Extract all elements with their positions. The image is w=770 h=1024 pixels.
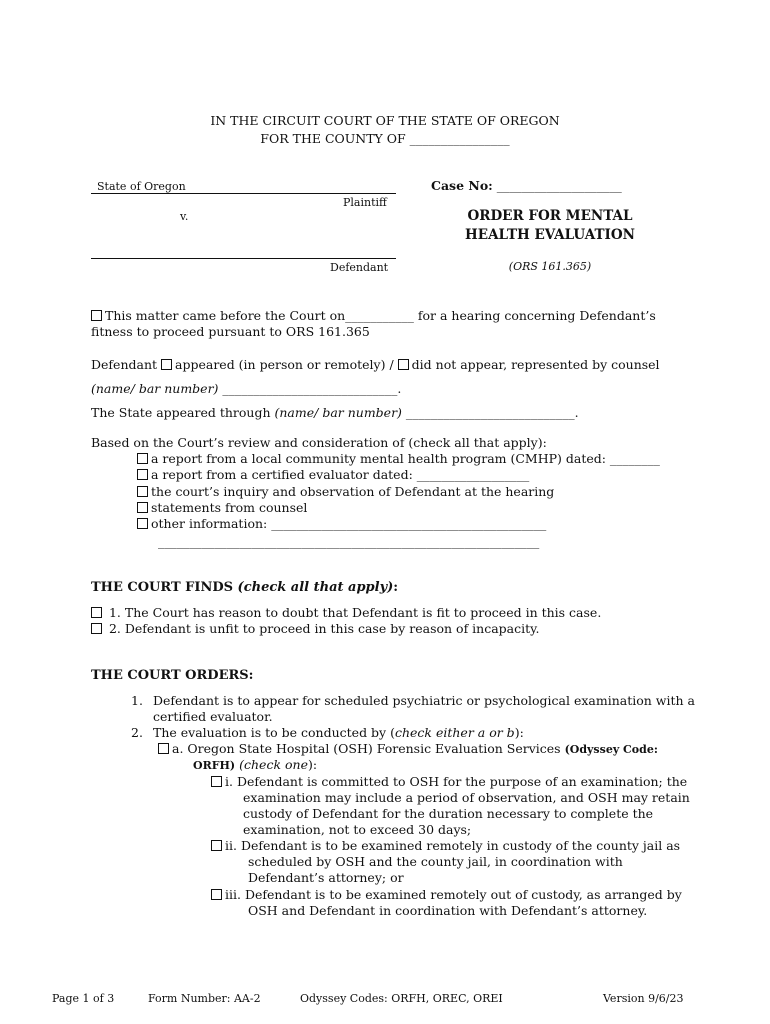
- review-other-text: other information: ____________________________________________: [151, 516, 547, 531]
- sub-option-iii-line1: [211, 887, 682, 902]
- sub-option-iii-checkbox[interactable]: [211, 889, 222, 900]
- option-a-code: (Odyssey Code:: [564, 743, 658, 756]
- defendant-line: [91, 258, 396, 259]
- option-a-line: [158, 741, 658, 757]
- review-other-continuation[interactable]: _____________________________________________________________: [158, 534, 540, 549]
- footer-page-number: Page 1 of 3: [52, 992, 115, 1005]
- hearing-line2: fitness to proceed pursuant to ORS 161.365: [91, 324, 370, 339]
- review-other-checkbox[interactable]: [137, 518, 148, 529]
- footer-odyssey-codes: Odyssey Codes: ORFH, OREC, OREI: [300, 992, 503, 1005]
- option-a-checkbox[interactable]: [158, 743, 169, 754]
- court-county-line: FOR THE COUNTY OF ________________: [260, 131, 510, 146]
- review-item-evaluator: [137, 467, 529, 482]
- review-item-counsel: [137, 500, 307, 515]
- sub-option-ii-checkbox[interactable]: [211, 840, 222, 851]
- appeared-checkbox[interactable]: [161, 359, 172, 370]
- did-not-appear-checkbox[interactable]: [398, 359, 409, 370]
- sub-option-i-line3: custody of Defendant for the duration necessary to complete the: [243, 806, 654, 821]
- finding-unfit-checkbox[interactable]: [91, 623, 102, 634]
- plaintiff-name: State of Oregon: [97, 180, 186, 193]
- findings-heading: [91, 580, 398, 595]
- defendant-label: Defendant: [330, 261, 389, 274]
- orders-heading: THE COURT ORDERS:: [91, 668, 254, 683]
- review-cmhp-checkbox[interactable]: [137, 453, 148, 464]
- option-a-check-note: (check one: [235, 757, 308, 772]
- did-not-appear-text: did not appear, represented by counsel: [411, 357, 660, 372]
- review-item-inquiry: [137, 484, 554, 499]
- order-item2-text: The evaluation is to be conducted by (: [153, 725, 395, 740]
- counsel-label: (name/ bar number): [91, 381, 219, 396]
- sub-option-i-line1: [211, 774, 687, 789]
- option-a-check-end: ):: [307, 757, 318, 772]
- sub-option-i-line2: examination may include a period of observation, and OSH may retain: [243, 790, 690, 805]
- plaintiff-line: [91, 193, 396, 194]
- state-appearance-text: The State appeared through: [91, 405, 275, 420]
- state-appearance-line[interactable]: [91, 405, 579, 420]
- findings-heading-colon: :: [393, 580, 399, 595]
- defendant-appearance-label: Defendant: [91, 357, 158, 372]
- appeared-text: appeared (in person or remotely) /: [175, 357, 394, 372]
- sub-option-ii-text: ii. Defendant is to be examined remotely in custody of the county jail as: [225, 838, 681, 853]
- sub-option-iii-line2: OSH and Defendant in coordination with Defendant’s attorney.: [248, 903, 648, 918]
- case-number-field[interactable]: [431, 178, 622, 193]
- order-title-line2: HEALTH EVALUATION: [465, 227, 635, 243]
- option-a-code-cont: ORFH): [193, 759, 236, 772]
- defendant-appearance-line: [91, 357, 660, 372]
- order-item1-line2: certified evaluator.: [153, 709, 273, 724]
- court-name-line1: IN THE CIRCUIT COURT OF THE STATE OF OREGON: [210, 113, 560, 128]
- option-a-line2: [193, 757, 317, 773]
- review-inquiry-checkbox[interactable]: [137, 486, 148, 497]
- sub-option-i-checkbox[interactable]: [211, 776, 222, 787]
- finding-unfit-text: 2. Defendant is unfit to proceed in this case by reason of incapacity.: [108, 621, 540, 636]
- review-counsel-text: statements from counsel: [151, 500, 308, 515]
- state-counsel-blank: ___________________________.: [401, 405, 579, 420]
- hearing-line: [91, 308, 656, 323]
- statute-reference: (ORS 161.365): [508, 260, 592, 273]
- order-title-line1: ORDER FOR MENTAL: [467, 208, 633, 224]
- case-number-blank: ____________________: [496, 178, 622, 193]
- sub-option-i-line4: examination, not to exceed 30 days;: [243, 822, 472, 837]
- footer-version: Version 9/6/23: [603, 992, 684, 1005]
- order-item1-number: 1.: [131, 693, 143, 708]
- sub-option-i-text: i. Defendant is committed to OSH for the purpose of an examination; the: [225, 774, 688, 789]
- order-item2-note: check either a or b: [394, 725, 515, 740]
- order-item2-end: ):: [514, 725, 524, 740]
- review-counsel-checkbox[interactable]: [137, 502, 148, 513]
- finding-item-doubt: [91, 605, 601, 620]
- footer-form-number: Form Number: AA-2: [148, 992, 261, 1005]
- findings-heading-text: THE COURT FINDS: [91, 580, 234, 595]
- order-item2-number: 2.: [131, 725, 143, 740]
- sub-option-ii-line3: Defendant’s attorney; or: [248, 870, 404, 885]
- review-evaluator-text: a report from a certified evaluator dated: __________________: [151, 467, 530, 482]
- order-item1-line1: Defendant is to appear for scheduled psychiatric or psychological examination with a: [153, 693, 695, 708]
- plaintiff-label: Plaintiff: [343, 196, 387, 209]
- counsel-line[interactable]: [91, 381, 401, 396]
- finding-doubt-checkbox[interactable]: [91, 607, 102, 618]
- review-intro: Based on the Court’s review and consideration of (check all that apply):: [91, 435, 547, 450]
- hearing-text: This matter came before the Court on___________ for a hearing concerning Defendant’s: [105, 308, 656, 323]
- findings-heading-note: (check all that apply): [233, 580, 394, 595]
- case-number-label: Case No:: [431, 178, 493, 193]
- option-a-text: a. Oregon State Hospital (OSH) Forensic Evaluation Services: [172, 741, 565, 756]
- review-inquiry-text: the court’s inquiry and observation of Defendant at the hearing: [151, 484, 555, 499]
- versus-label: v.: [180, 210, 189, 223]
- sub-option-iii-text: iii. Defendant is to be examined remotely out of custody, as arranged by: [225, 887, 682, 902]
- review-evaluator-checkbox[interactable]: [137, 469, 148, 480]
- counsel-blank: ____________________________.: [218, 381, 402, 396]
- finding-item-unfit: [91, 621, 540, 636]
- review-cmhp-text: a report from a local community mental health program (CMHP) dated: ________: [151, 451, 660, 466]
- review-item-cmhp: [137, 451, 660, 466]
- order-item2-line: [153, 725, 524, 740]
- sub-option-ii-line2: scheduled by OSH and the county jail, in coordination with: [248, 854, 623, 869]
- review-item-other: [137, 516, 546, 531]
- state-counsel-label: (name/ bar number): [274, 405, 402, 420]
- finding-doubt-text: 1. The Court has reason to doubt that Defendant is fit to proceed in this case.: [108, 605, 602, 620]
- hearing-checkbox[interactable]: [91, 310, 102, 321]
- sub-option-ii-line1: [211, 838, 680, 853]
